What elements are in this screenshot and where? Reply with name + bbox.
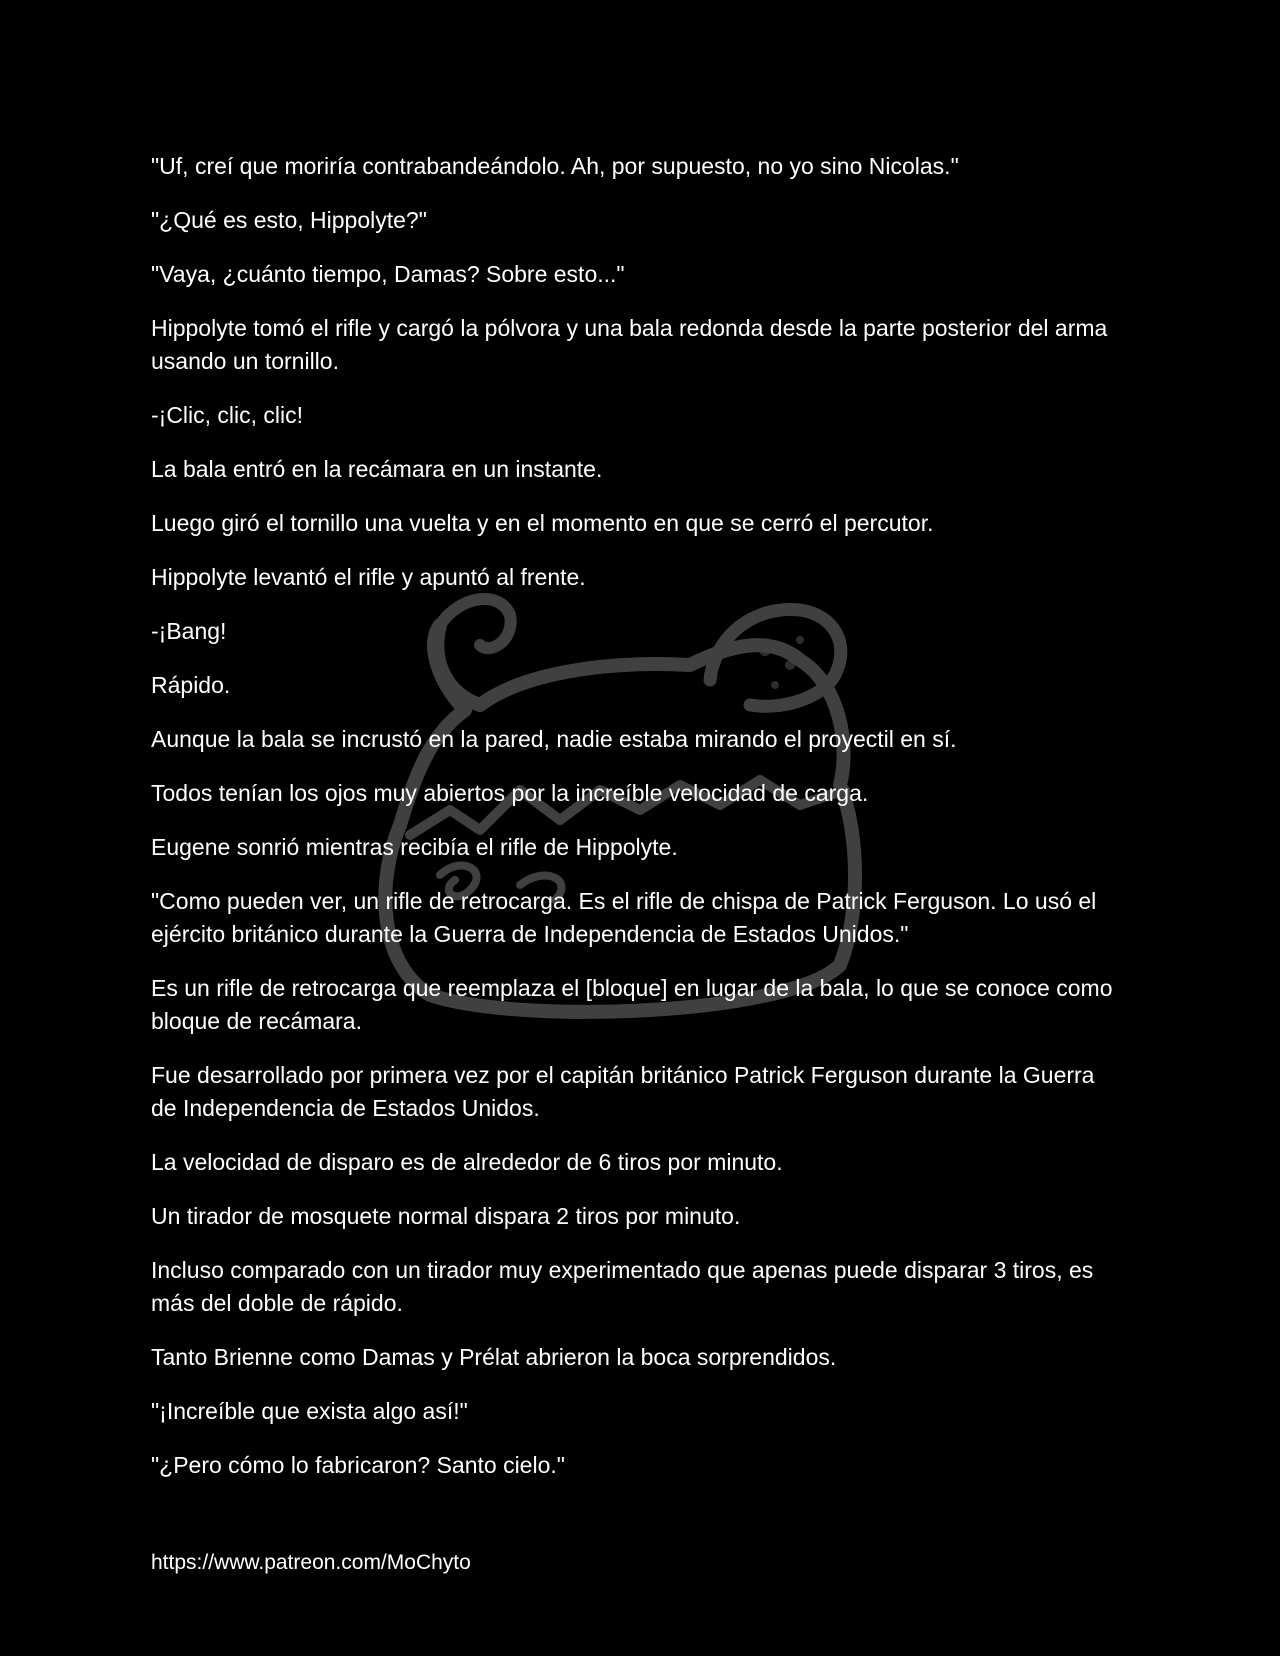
chapter-text <box>151 150 1121 1503</box>
paragraph-19: Incluso comparado con un tirador muy experimentado que apenas puede disparar 3 tiros, es más del doble de rápido. <box>151 1257 1094 1316</box>
paragraph-2: "¿Qué es esto, Hippolyte?" <box>151 207 427 233</box>
paragraph-11: Aunque la bala se incrustó en la pared, nadie estaba mirando el proyectil en sí. <box>151 726 957 752</box>
paragraph-8: Hippolyte levantó el rifle y apuntó al frente. <box>151 564 586 590</box>
paragraph-18: Un tirador de mosquete normal dispara 2 tiros por minuto. <box>151 1203 741 1229</box>
patreon-link[interactable]: https://www.patreon.com/MoChyto <box>151 1551 471 1574</box>
paragraph-22: "¿Pero cómo lo fabricaron? Santo cielo." <box>151 1452 565 1478</box>
paragraph-1: "Uf, creí que moriría contrabandeándolo. Ah, por supuesto, no yo sino Nicolas." <box>151 153 959 179</box>
paragraph-4: Hippolyte tomó el rifle y cargó la pólvora y una bala redonda desde la parte posterior del arma usando un tornillo. <box>151 315 1108 374</box>
paragraph-20: Tanto Brienne como Damas y Prélat abrieron la boca sorprendidos. <box>151 1344 837 1370</box>
paragraph-6: La bala entró en la recámara en un instante. <box>151 456 603 482</box>
paragraph-9: -¡Bang! <box>151 618 227 644</box>
paragraph-16: Fue desarrollado por primera vez por el capitán británico Patrick Ferguson durante la Guerra de Independencia de Estados Unidos. <box>151 1062 1095 1121</box>
paragraph-15: Es un rifle de retrocarga que reemplaza el [bloque] en lugar de la bala, lo que se conoce como bloque de recámara. <box>151 975 1113 1034</box>
paragraph-14: "Como pueden ver, un rifle de retrocarga. Es el rifle de chispa de Patrick Ferguson. Lo usó el ejército británico durante la Guerra de Independencia de Estados Unidos." <box>151 888 1097 947</box>
paragraph-12: Todos tenían los ojos muy abiertos por la increíble velocidad de carga. <box>151 780 869 806</box>
paragraph-17: La velocidad de disparo es de alrededor de 6 tiros por minuto. <box>151 1149 783 1175</box>
paragraph-7: Luego giró el tornillo una vuelta y en el momento en que se cerró el percutor. <box>151 510 934 536</box>
paragraph-10: Rápido. <box>151 672 231 698</box>
paragraph-5: -¡Clic, clic, clic! <box>151 402 304 428</box>
paragraph-3: "Vaya, ¿cuánto tiempo, Damas? Sobre esto..." <box>151 261 625 287</box>
paragraph-13: Eugene sonrió mientras recibía el rifle de Hippolyte. <box>151 834 678 860</box>
paragraph-21: "¡Increíble que exista algo así!" <box>151 1398 468 1424</box>
